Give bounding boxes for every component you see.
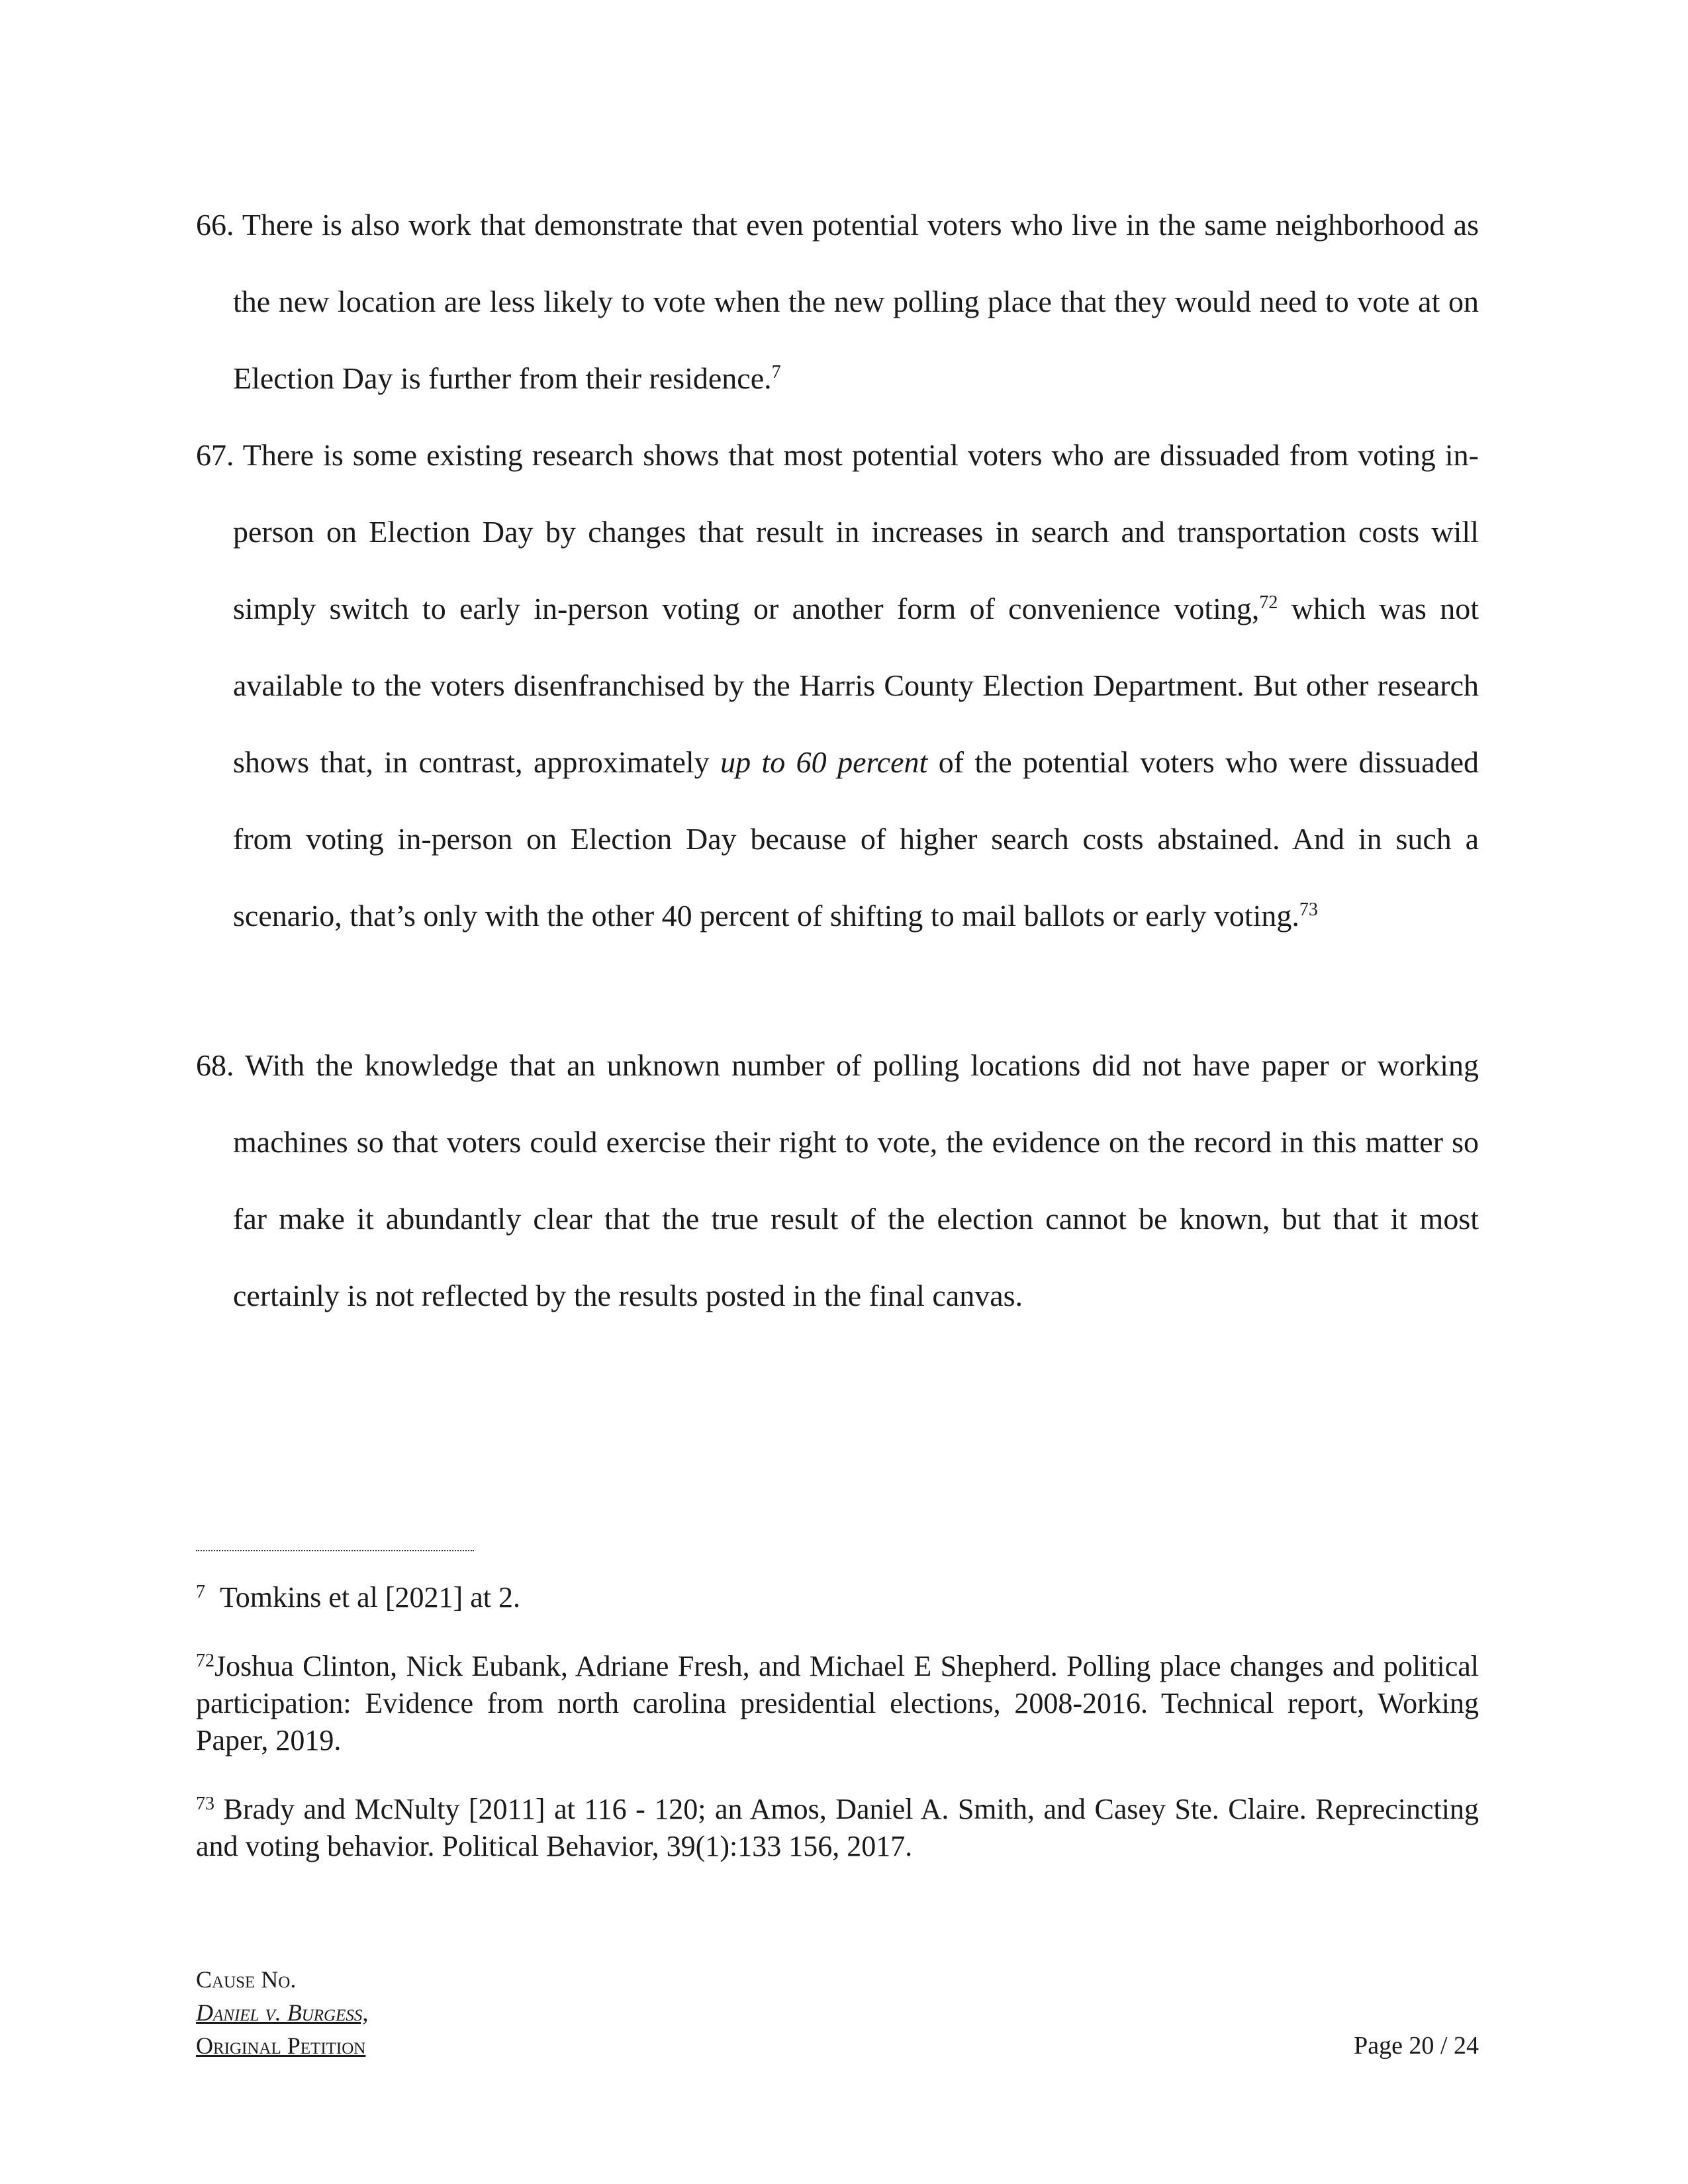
paragraph-66 [196, 187, 1479, 417]
paragraph-text: There is some existing research shows that most potential voters who are dissuaded from voting in-person on Election Day by changes that result in increases in search and transportation costs will simply switch to early in-person voting or another form of convenience voting, [233, 438, 1479, 625]
footnote-separator [196, 1550, 474, 1551]
document-title: Original Petition [196, 2032, 366, 2059]
paragraph-number: 66. [196, 208, 234, 242]
paragraph-text: which was not available to the voters disenfranchised by the Harris County Election Department. But other research shows that, in contrast, approximately [233, 592, 1479, 779]
emphasis-text: up to 60 percent [720, 745, 928, 779]
paragraph-number: 67. [196, 438, 234, 472]
footnote-ref-7[interactable]: 7 [771, 362, 781, 383]
paragraph-text: With the knowledge that an unknown number of polling locations did not have paper or working machines so that voters could exercise their right to vote, the evidence on the record in this matter so far make it abundantly clear that the true result of the election cannot be known, but that it most certainly is not reflected by the results posted in the final canvas. [233, 1048, 1479, 1312]
footnote-marker: 72 [196, 1651, 214, 1671]
case-name: Daniel v. Burgess, [196, 1999, 369, 2026]
footer-caption [196, 1963, 368, 2062]
paragraph-67 [196, 417, 1479, 954]
footnote-7 [196, 1579, 1479, 1616]
footnote-text: Joshua Clinton, Nick Eubank, Adriane Fresh, and Michael E Shepherd. Polling place changes and political participation: Evidence from north carolina presidential elections, 2008-2016. Technical report, Working Paper, 2019. [196, 1650, 1479, 1756]
paragraph-text: There is also work that demonstrate that even potential voters who live in the same neighborhood as the new location are less likely to vote when the new polling place that they would need to vote at on Election Day is further from their residence. [233, 208, 1479, 395]
footnote-text: Tomkins et al [2021] at 2. [220, 1581, 520, 1614]
footnote-73 [196, 1791, 1479, 1865]
cause-number: Cause No. [196, 1966, 297, 1993]
footnote-ref-73[interactable]: 73 [1299, 899, 1318, 920]
footnote-marker: 73 [196, 1794, 214, 1814]
paragraph-68 [196, 1027, 1479, 1334]
paragraph-text: of the potential voters who were dissuaded from voting in-person on Election Day because of higher search costs abstained. And in such a scenario, that’s only with the other 40 percent of shifting to mail ballots or early voting. [233, 745, 1479, 933]
footnote-text: Brady and McNulty [2011] at 116 - 120; an Amos, Daniel A. Smith, and Casey Ste. Claire. Reprecincting and voting behavior. Political Behavior, 39(1):133 156, 2017. [196, 1793, 1479, 1862]
paragraph-number: 68. [196, 1048, 234, 1082]
footnote-72 [196, 1648, 1479, 1759]
footnote-ref-72[interactable]: 72 [1259, 592, 1278, 613]
page-number: Page 20 / 24 [1354, 2032, 1479, 2060]
footnote-marker: 7 [196, 1582, 205, 1602]
